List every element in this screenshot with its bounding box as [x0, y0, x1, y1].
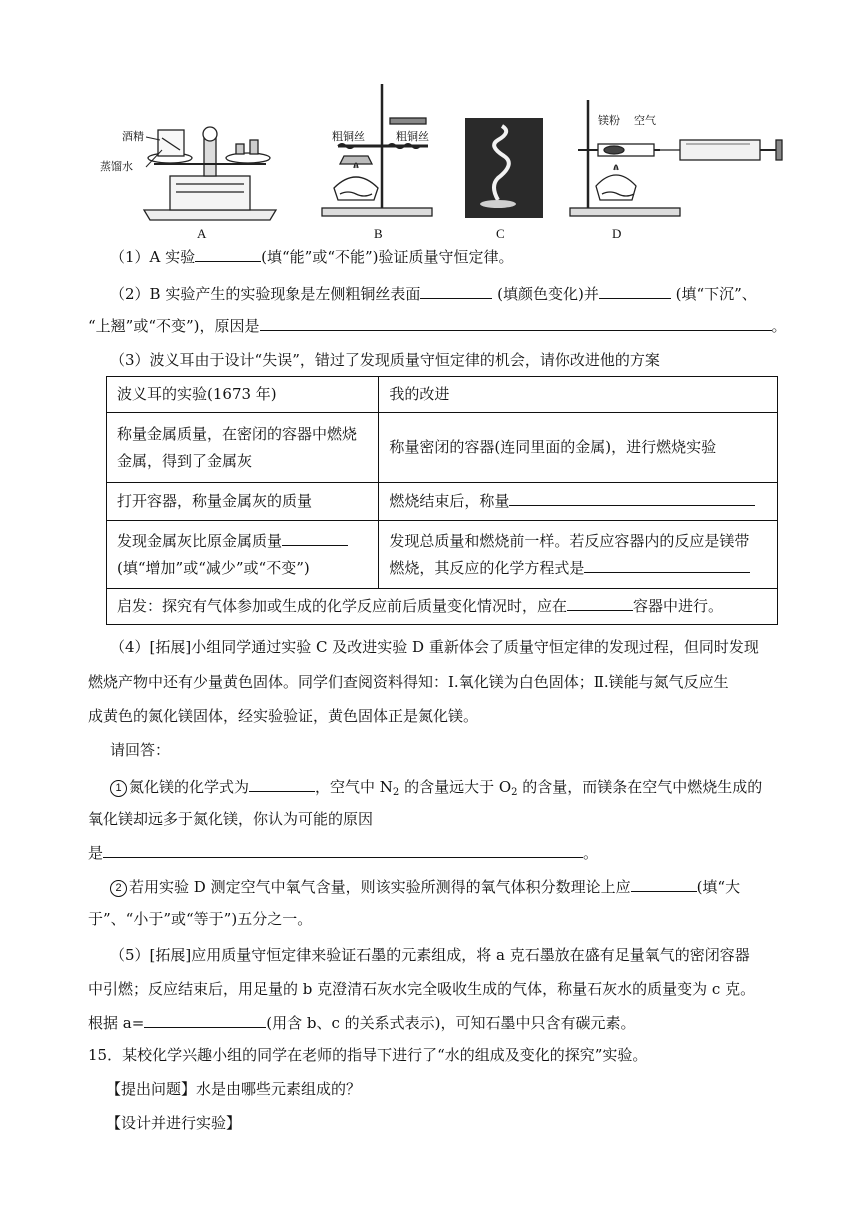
table-row [107, 589, 778, 625]
circled-number-2: 2 [110, 880, 127, 897]
row1-boyle: 称量金属质量，在密闭的容器中燃烧 金属，得到了金属灰 [107, 413, 379, 483]
answer-blank-expression[interactable] [144, 1012, 266, 1028]
callout-air: 空气 [634, 114, 656, 127]
sub-question-1-line-2: 氧化镁却远多于氮化镁，你认为可能的原因 [88, 810, 374, 828]
question-2-line-1: （2）B 实验产生的实验现象是左侧粗铜丝表面 (填颜色变化)并 (填“下沉”、 [110, 285, 757, 303]
answer-blank-comparison[interactable] [631, 876, 697, 892]
row2-improvement: 燃烧结束后，称量 [379, 483, 778, 521]
question-3-intro: （3）波义耳由于设计“失误”，错过了发现质量守恒定律的机会，请你改进他的方案 [110, 351, 660, 369]
sub-question-2-line-2: 于”、“小于”或“等于”)五分之一。 [88, 910, 313, 928]
sub-question-1-line-1: 1 氮化镁的化学式为 ，空气中 $N_2$ 的含量远大于 $O_2$ 的含量，而镁条在空气中燃烧生成的 [110, 776, 800, 797]
table-row [107, 521, 778, 589]
question-15-problem: 【提出问题】水是由哪些元素组成的？ [106, 1080, 362, 1098]
question-15-design: 【设计并进行实验】 [106, 1114, 242, 1132]
figure-label-d: D [612, 226, 622, 241]
answer-blank-weigh[interactable] [509, 490, 755, 506]
balance-apparatus-a [144, 127, 276, 220]
row4-insight: 启发：探究有气体参加或生成的化学反应前后质量变化情况时，应在 容器中进行。 [107, 589, 778, 625]
sub-question-2-line-1: 2 若用实验 D 测定空气中氧气含量，则该实验所测得的氧气体积分数理论上应 (填“大 [110, 876, 800, 897]
figure-label-c: C [496, 226, 505, 241]
question-4-line-3: 成黄色的氮化镁固体，经实验验证，黄色固体正是氮化镁。 [88, 707, 479, 725]
experiment-figure [100, 78, 790, 244]
copper-wire-apparatus-b [322, 84, 432, 216]
sub-question-1-line-3: 是 。 [88, 844, 599, 862]
answer-blank-equation[interactable] [584, 557, 750, 573]
answer-blank-q2-direction[interactable] [599, 283, 671, 299]
table-row [107, 377, 778, 413]
answer-blank-q2-color[interactable] [420, 283, 492, 299]
question-2-line-2: “上翘”或“不变”)，原因是 。 [88, 317, 787, 335]
magnesium-burning-photo-c [465, 118, 543, 218]
figure-label-b: B [374, 226, 383, 241]
question-5-line-3: 根据 a= (用含 b、c 的关系式表示)，可知石墨中只含有碳元素。 [88, 1014, 636, 1032]
question-4-line-2: 燃烧产物中还有少量黄色固体。同学们查阅资料得知：Ⅰ.氧化镁为白色固体；Ⅱ.镁能与氮气反应生 [88, 673, 729, 691]
callout-alcohol: 酒精 [122, 130, 144, 143]
answer-blank-q1[interactable] [195, 246, 261, 262]
question-4-ask: 请回答： [110, 741, 171, 759]
answer-blank-formula[interactable] [249, 776, 315, 792]
row2-boyle: 打开容器，称量金属灰的质量 [107, 483, 379, 521]
answer-blank-mass-change[interactable] [282, 530, 348, 546]
header-improvement: 我的改进 [379, 377, 778, 413]
improvement-table [106, 376, 778, 625]
callout-magnesium-powder: 镁粉 [598, 114, 620, 127]
callout-copper-wire-left: 粗铜丝 [332, 130, 365, 143]
table-row [107, 483, 778, 521]
question-5-line-1: （5）[拓展]应用质量守恒定律来验证石墨的元素组成，将 a 克石墨放在盛有足量氧气的密闭容器 [110, 946, 750, 964]
question-1: （1）A 实验 (填“能”或“不能”)验证质量守恒定律。 [110, 248, 514, 266]
row3-boyle: 发现金属灰比原金属质量 (填“增加”或“减少”或“不变”) [107, 521, 379, 589]
callout-distilled-water: 蒸馏水 [100, 160, 133, 173]
table-row [107, 413, 778, 483]
figure-label-a: A [197, 226, 207, 241]
row3-improvement: 发现总质量和燃烧前一样。若反应容器内的反应是镁带 燃烧，其反应的化学方程式是 [379, 521, 778, 589]
row1-improvement: 称量密闭的容器(连同里面的金属)，进行燃烧实验 [379, 413, 778, 483]
answer-blank-container[interactable] [567, 595, 633, 611]
header-boyle: 波义耳的实验(1673 年) [107, 377, 379, 413]
answer-blank-reason[interactable] [103, 842, 583, 858]
callout-copper-wire-right: 粗铜丝 [396, 130, 429, 143]
circled-number-1: 1 [110, 780, 127, 797]
answer-blank-q2-reason[interactable] [260, 315, 772, 331]
question-15-title: 15．某校化学兴趣小组的同学在老师的指导下进行了“水的组成及变化的探究”实验。 [88, 1046, 648, 1064]
question-5-line-2: 中引燃；反应结束后，用足量的 b 克澄清石灰水完全吸收生成的气体，称量石灰水的质量变为 c 克。 [88, 980, 756, 998]
question-4-line-1: （4）[拓展]小组同学通过实验 C 及改进实验 D 重新体会了质量守恒定律的发现过程，但同时发现 [110, 638, 759, 656]
